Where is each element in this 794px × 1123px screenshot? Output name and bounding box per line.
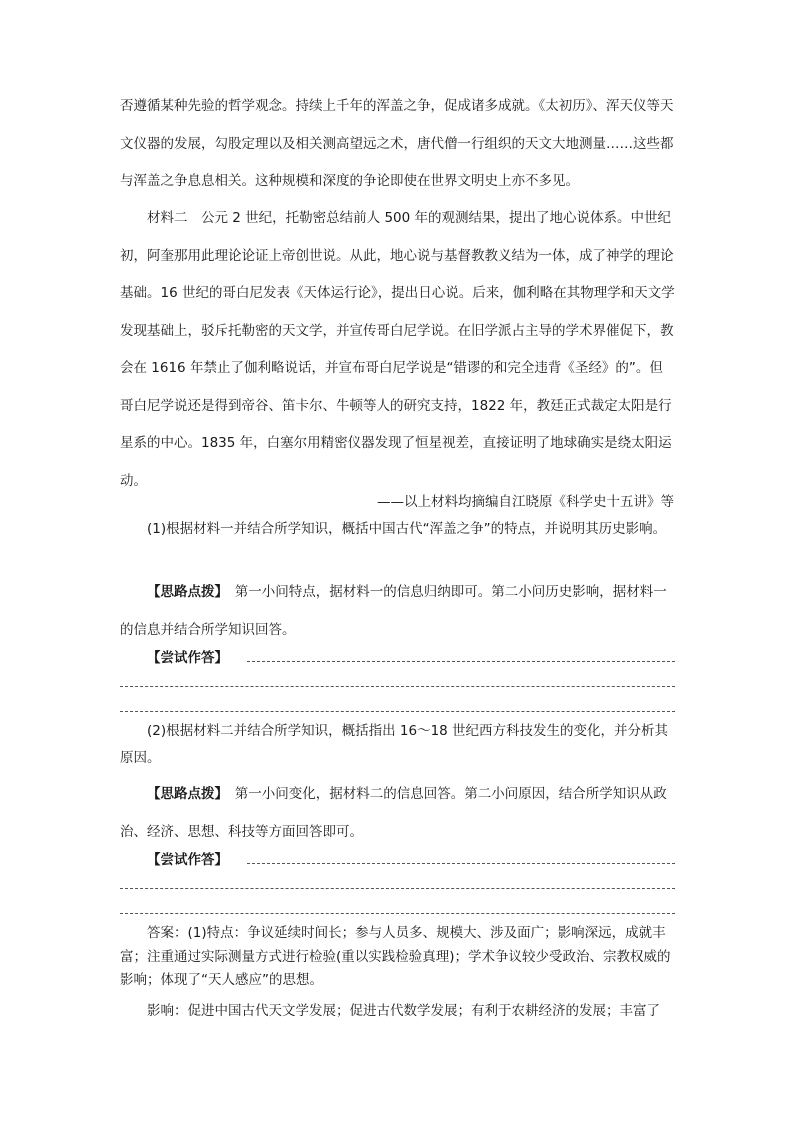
answer-paragraph: 答案：(1)特点：争议延续时间长；参与人员多、规模大、涉及面广；影响深远，成就丰富；注重通过实际测量方式进行检验(重以实践检验真理)；学术争议较少受政治、宗教权威的影响；体现了“天人感应”的思想。: [120, 925, 671, 988]
question-2-hint: [120, 776, 676, 851]
material-one-continuation: 否遵循某种先验的哲学观念。持续上千年的浑盖之争，促成诸多成就。《太初历》、浑天仪等天文仪器的发展，勾股定理以及相关测高望远之术，唐代僧一行组织的天文大地测量……这些都与浑盖之争息息相关。这种规模和深度的争论即使在世界文明史上亦不多见。: [120, 98, 674, 189]
hint-text: 第一小问特点，据材料一的信息归纳即可。第二小问历史影响，据材料一的信息并结合所学知识回答。: [120, 584, 667, 638]
answer-line[interactable]: [247, 863, 675, 864]
source-citation: ——以上材料均摘编自江晓原《科学史十五讲》等: [377, 494, 674, 510]
answer-line[interactable]: [120, 686, 675, 687]
question-1-answer-label: 【尝试作答】: [147, 650, 228, 666]
question-2-answer-label: 【尝试作答】: [147, 852, 228, 868]
question-1-text: (1)根据材料一并结合所学知识，概括中国古代“浑盖之争”的特点，并说明其历史影响。: [147, 521, 667, 537]
answer-line[interactable]: [120, 888, 675, 889]
hint-label: 【思路点拨】: [147, 786, 222, 802]
answer-line[interactable]: [247, 661, 675, 662]
answer-influence-paragraph: 影响：促进中国古代天文学发展；促进古代数学发展；有利于农耕经济的发展；丰富了: [147, 1003, 660, 1019]
material-two-paragraph: 材料二 公元 2 世纪，托勒密总结前人 500 年的观测结果，提出了地心说体系。中世纪初，阿奎那用此理论论证上帝创世说。从此，地心说与基督教教义结为一体，成了神学的理论基础。16 世纪的哥白尼发表《天体运行论》，提出日心说。后来，伽利略在其物理学和天文学发现基础上，驳斥托勒密的天文学，并宣传哥白尼学说。在旧学派占主导的学术界催促下，教会在 1616 年禁止了伽利略说话，并宣布哥白尼学说是“错谬的和完全违背《圣经》的”。但哥白尼学说还是得到帝谷、笛卡尔、牛顿等人的研究支持，1822 年，教廷正式裁定太阳是行星系的中心。1835 年，白塞尔用精密仪器发现了恒星视差，直接证明了地球确实是绕太阳运动。: [120, 210, 675, 489]
answer-line[interactable]: [120, 913, 675, 914]
answer-line[interactable]: [120, 711, 675, 712]
question-2-text: (2)根据材料二并结合所学知识，概括指出 16～18 世纪西方科技发生的变化，并分析其原因。: [120, 723, 669, 766]
hint-label: 【思路点拨】: [147, 584, 222, 600]
hint-text: 第一小问变化，据材料二的信息回答。第二小问原因，结合所学知识从政治、经济、思想、科技等方面回答即可。: [120, 786, 667, 840]
question-1-hint: [120, 574, 676, 649]
